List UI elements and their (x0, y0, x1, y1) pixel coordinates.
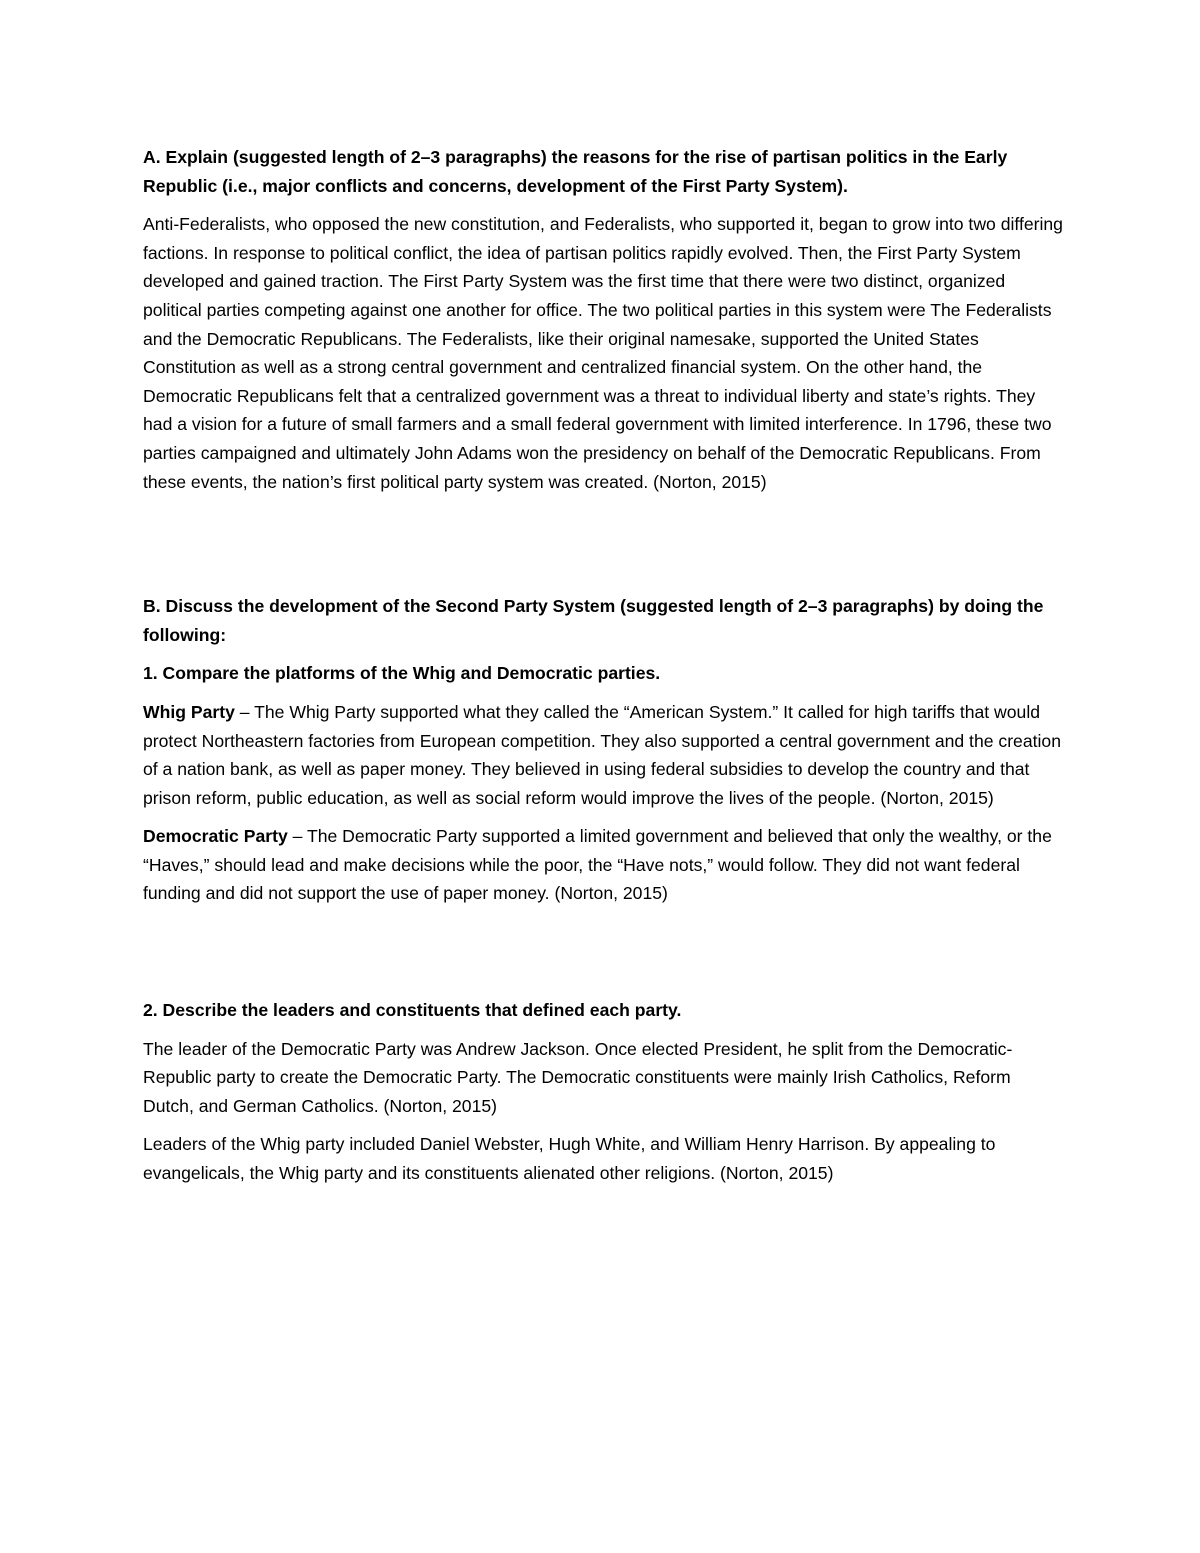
democratic-party-text: – The Democratic Party supported a limited government and believed that only the wealthy, or the “Haves,” should lead and make decisions while the poor, the “Have nots,” would follow. They did not want federal funding and did not support the use of paper money. (Norton, 2015) (143, 826, 1052, 904)
question-1-heading: 1. Compare the platforms of the Whig and Democratic parties. (143, 663, 661, 684)
whig-party-label: Whig Party (143, 701, 235, 722)
document-body (143, 143, 1063, 1198)
section-a-heading: A. Explain (suggested length of 2–3 paragraphs) the reasons for the rise of partisan politics in the Early Republic (i.e., major conflicts and concerns, development of the First Party System). (143, 147, 1008, 196)
section-b-heading: B. Discuss the development of the Second Party System (suggested length of 2–3 paragraphs) by doing the following: (143, 596, 1044, 645)
democratic-party-label: Democratic Party (143, 826, 288, 847)
spacer (143, 506, 1063, 592)
whig-party-text: – The Whig Party supported what they called the “American System.” It called for high tariffs that would protect Northeastern factories from European competition. They also supported a central government and the creation of a nation bank, as well as paper money. They believed in using federal subsidies to develop the country and that prison reform, public education, as well as social reform would improve the lives of the people. (Norton, 2015) (143, 701, 1061, 808)
spacer (143, 918, 1063, 996)
whig-party-paragraph (143, 698, 1063, 812)
section-a-paragraph: Anti-Federalists, who opposed the new constitution, and Federalists, who supported it, began to grow into two differing factions. In response to political conflict, the idea of partisan politics rapidly evolved. Then, the First Party System developed and gained traction. The First Party System was the first time that there were two distinct, organized political parties competing against one another for office. The two political parties in this system were The Federalists and the Democratic Republicans. The Federalists, like their original namesake, supported the United States Constitution as well as a strong central government and centralized financial system. On the other hand, the Democratic Republicans felt that a centralized government was a threat to individual liberty and state’s rights. They had a vision for a future of small farmers and a small federal government with limited interference. In 1796, these two parties campaigned and ultimately John Adams won the presidency on behalf of the Democratic Republicans. From these events, the nation’s first political party system was created. (Norton, 2015) (143, 214, 1063, 492)
whig-leaders-paragraph: Leaders of the Whig party included Daniel Webster, Hugh White, and William Henry Harrison. By appealing to evangelicals, the Whig party and its constituents alienated other religions. (Norton, 2015) (143, 1134, 996, 1184)
democratic-party-paragraph (143, 822, 1063, 908)
question-2-heading: 2. Describe the leaders and constituents that defined each party. (143, 1000, 682, 1021)
democratic-leaders-paragraph: The leader of the Democratic Party was Andrew Jackson. Once elected President, he split from the Democratic-Republic party to create the Democratic Party. The Democratic constituents were mainly Irish Catholics, Reform Dutch, and German Catholics. (Norton, 2015) (143, 1038, 1013, 1116)
